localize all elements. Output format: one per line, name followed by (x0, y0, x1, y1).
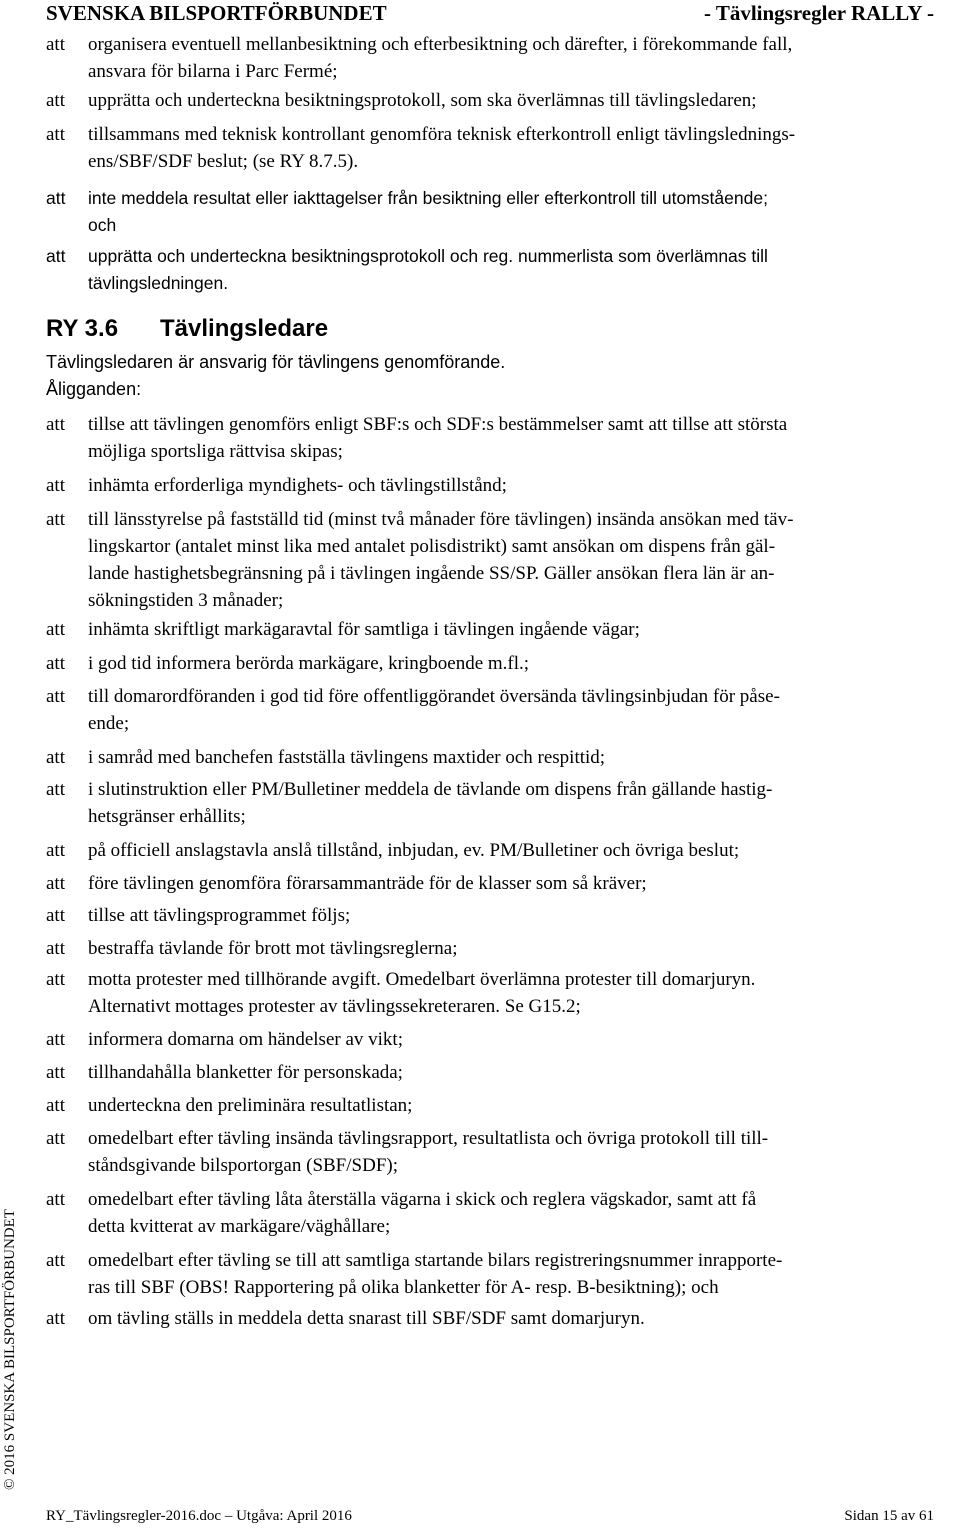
list-item-text: ansvara för bilarna i Parc Fermé; (88, 61, 338, 82)
list-item-prefix: att (46, 1308, 65, 1329)
list-item-prefix: att (46, 414, 65, 435)
list-item-text: upprätta och underteckna besiktningsprotokoll, som ska överlämnas till tävlingsledaren; (88, 90, 757, 111)
list-item-text: omedelbart efter tävling låta återställa vägarna i skick och reglera vägskador, samt att få (88, 1189, 757, 1210)
copyright-sidebar: © 2016 SVENSKA BILSPORTFÖRBUNDET (2, 1209, 18, 1490)
list-item-prefix: att (46, 653, 65, 674)
list-item-prefix: att (46, 188, 66, 208)
list-item-text: detta kvitterat av markägare/väghållare; (88, 1216, 391, 1237)
list-item-text: hetsgränser erhållits; (88, 806, 246, 827)
list-item-prefix: att (46, 34, 65, 55)
list-item-text: omedelbart efter tävling insända tävlingsrapport, resultatlista och övriga protokoll till till- (88, 1128, 769, 1149)
footer-document-info: RY_Tävlingsregler-2016.doc – Utgåva: April 2016 (46, 1508, 352, 1524)
list-item-prefix: att (46, 475, 65, 496)
list-item-text: sökningstiden 3 månader; (88, 590, 284, 611)
list-item-prefix: att (46, 1189, 65, 1210)
list-item-prefix: att (46, 619, 65, 640)
list-item-text: tillse att tävlingen genomförs enligt SBF:s och SDF:s bestämmelser samt att tillse att största (88, 414, 788, 435)
header-org: SVENSKA BILSPORTFÖRBUNDET (46, 1, 387, 25)
list-item-text: i slutinstruktion eller PM/Bulletiner meddela de tävlande om dispens från gällande hastig- (88, 779, 773, 800)
list-item-text: före tävlingen genomföra förarsammanträde för de klasser som så kräver; (88, 873, 647, 894)
list-item-text: inhämta erforderliga myndighets- och tävlingstillstånd; (88, 475, 507, 496)
page-header (46, 0, 934, 30)
list-item-text: motta protester med tillhörande avgift. Omedelbart överlämna protester till domarjuryn. (88, 969, 756, 990)
list-item-prefix: att (46, 1095, 65, 1116)
header-doc-title: - Tävlingsregler RALLY - (703, 1, 934, 25)
list-item-text: Alternativt mottages protester av tävlingssekreteraren. Se G15.2; (88, 996, 581, 1017)
list-item-text: tillhandahålla blanketter för personskada; (88, 1062, 403, 1083)
list-item-prefix: att (46, 938, 65, 959)
list-item-prefix: att (46, 1062, 65, 1083)
page-footer (46, 1508, 934, 1528)
section-number: RY 3.6 (46, 315, 119, 342)
list-item-text: ende; (88, 713, 130, 734)
list-item-prefix: att (46, 509, 65, 530)
list-item-text: till länsstyrelse på fastställd tid (minst två månader före tävlingen) insända ansökan med täv- (88, 509, 794, 530)
list-item-text: organisera eventuell mellanbesiktning och efterbesiktning och därefter, i förekommande fall, (88, 34, 793, 55)
footer-page-number: Sidan 15 av 61 (844, 1508, 934, 1524)
list-item-prefix: att (46, 90, 65, 111)
list-item-text: ras till SBF (OBS! Rapportering på olika blanketter för A- resp. B-besiktning); och (88, 1277, 719, 1298)
list-item-text: tillsammans med teknisk kontrollant genomföra teknisk efterkontroll enligt tävlingslednings- (88, 124, 796, 145)
list-item-prefix: att (46, 905, 65, 926)
list-item-prefix: att (46, 747, 65, 768)
list-item-text: möjliga sportsliga rättvisa skipas; (88, 441, 343, 462)
list-item-prefix: att (46, 124, 65, 145)
list-item-text: ståndsgivande bilsportorgan (SBF/SDF); (88, 1155, 398, 1176)
list-item-text: inhämta skriftligt markägaravtal för samtliga i tävlingen ingående vägar; (88, 619, 640, 640)
duties-label: Åligganden: (46, 379, 142, 399)
list-item-prefix: att (46, 873, 65, 894)
list-item-text: omedelbart efter tävling se till att samtliga startande bilars registreringsnummer inrapporte- (88, 1250, 783, 1271)
list-item-text: inte meddela resultat eller iakttagelser från besiktning eller efterkontroll till utomstående; (88, 188, 768, 208)
list-item-text: lande hastighetsbegränsning på i tävlingen ingående SS/SP. Gäller ansökan flera län är an- (88, 563, 775, 584)
list-item-text: underteckna den preliminära resultatlistan; (88, 1095, 413, 1116)
section-intro: Tävlingsledaren är ansvarig för tävlingens genomförande. (46, 352, 506, 372)
list-item-text: lingskartor (antalet minst lika med antalet polisdistrikt) samt ansökan om dispens från gäl- (88, 536, 776, 557)
list-item-prefix: att (46, 1250, 65, 1271)
section-title: Tävlingsledare (160, 315, 329, 342)
list-item-text: och (88, 215, 117, 235)
list-item-prefix: att (46, 246, 66, 266)
list-item-prefix: att (46, 969, 65, 990)
list-item-text: informera domarna om händelser av vikt; (88, 1029, 403, 1050)
list-item-text: tillse att tävlingsprogrammet följs; (88, 905, 351, 926)
list-item-text: tävlingsledningen. (88, 273, 229, 293)
list-item-text: på officiell anslagstavla anslå tillstånd, inbjudan, ev. PM/Bulletiner och övriga beslut; (88, 840, 740, 861)
list-item-text: upprätta och underteckna besiktningsprotokoll och reg. nummerlista som överlämnas till (88, 246, 768, 266)
list-item-text: om tävling ställs in meddela detta snarast till SBF/SDF samt domarjuryn. (88, 1308, 645, 1329)
list-item-text: till domarordföranden i god tid före offentliggörandet översända tävlingsinbjudan för påse- (88, 686, 780, 707)
list-item-prefix: att (46, 779, 65, 800)
list-item-prefix: att (46, 1029, 65, 1050)
list-item-prefix: att (46, 840, 65, 861)
list-item-prefix: att (46, 1128, 65, 1149)
list-item-text: i god tid informera berörda markägare, kringboende m.fl.; (88, 653, 530, 674)
list-item-text: ens/SBF/SDF beslut; (se RY 8.7.5). (88, 151, 359, 172)
list-item-text: bestraffa tävlande för brott mot tävlingsreglerna; (88, 938, 458, 959)
list-item-prefix: att (46, 686, 65, 707)
list-item-text: i samråd med banchefen fastställa tävlingens maxtider och respittid; (88, 747, 606, 768)
